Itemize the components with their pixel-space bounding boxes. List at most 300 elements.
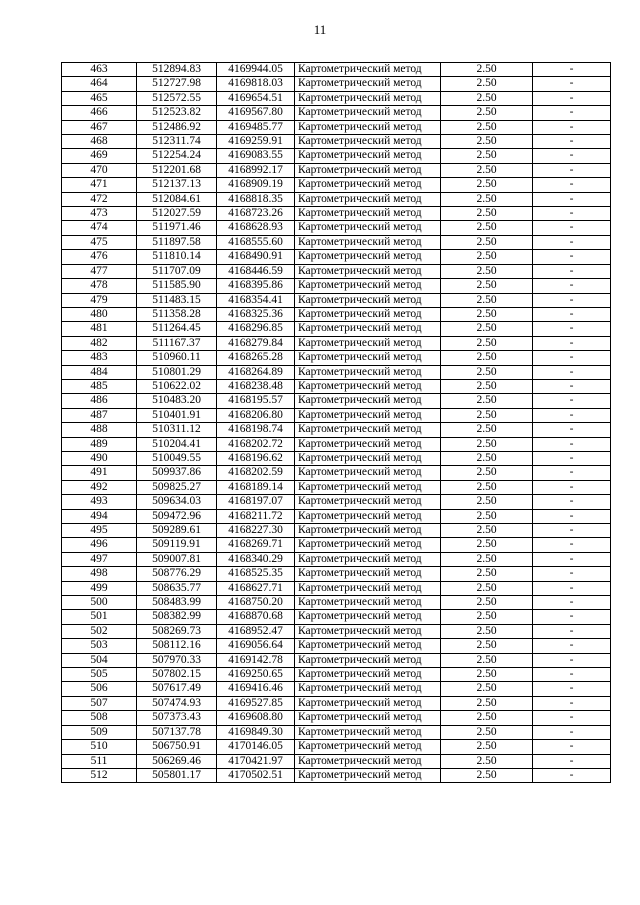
method-cell: Картометрический метод <box>295 768 441 782</box>
method-cell: Картометрический метод <box>295 480 441 494</box>
point-number-cell: 482 <box>62 336 137 350</box>
accuracy-cell: 2.50 <box>441 509 533 523</box>
y-coordinate-cell: 4168870.68 <box>217 610 295 624</box>
y-coordinate-cell: 4168818.35 <box>217 192 295 206</box>
y-coordinate-cell: 4169142.78 <box>217 653 295 667</box>
note-cell: - <box>533 466 611 480</box>
table-row <box>62 610 611 624</box>
accuracy-cell: 2.50 <box>441 451 533 465</box>
note-cell: - <box>533 740 611 754</box>
accuracy-cell: 2.50 <box>441 581 533 595</box>
point-number-cell: 467 <box>62 120 137 134</box>
table-row <box>62 250 611 264</box>
y-coordinate-cell: 4169654.51 <box>217 91 295 105</box>
method-cell: Картометрический метод <box>295 207 441 221</box>
table-row <box>62 221 611 235</box>
accuracy-cell: 2.50 <box>441 437 533 451</box>
table-row <box>62 509 611 523</box>
y-coordinate-cell: 4168992.17 <box>217 163 295 177</box>
accuracy-cell: 2.50 <box>441 495 533 509</box>
method-cell: Картометрический метод <box>295 451 441 465</box>
point-number-cell: 487 <box>62 408 137 422</box>
method-cell: Картометрический метод <box>295 466 441 480</box>
note-cell: - <box>533 293 611 307</box>
method-cell: Картометрический метод <box>295 567 441 581</box>
method-cell: Картометрический метод <box>295 394 441 408</box>
note-cell: - <box>533 279 611 293</box>
table-row <box>62 149 611 163</box>
x-coordinate-cell: 507474.93 <box>137 696 217 710</box>
point-number-cell: 497 <box>62 552 137 566</box>
table-row <box>62 120 611 134</box>
point-number-cell: 473 <box>62 207 137 221</box>
method-cell: Картометрический метод <box>295 178 441 192</box>
note-cell: - <box>533 495 611 509</box>
x-coordinate-cell: 506750.91 <box>137 740 217 754</box>
accuracy-cell: 2.50 <box>441 524 533 538</box>
method-cell: Картометрический метод <box>295 106 441 120</box>
y-coordinate-cell: 4168202.72 <box>217 437 295 451</box>
method-cell: Картометрический метод <box>295 437 441 451</box>
y-coordinate-cell: 4168198.74 <box>217 423 295 437</box>
y-coordinate-cell: 4169527.85 <box>217 696 295 710</box>
accuracy-cell: 2.50 <box>441 163 533 177</box>
y-coordinate-cell: 4169567.80 <box>217 106 295 120</box>
note-cell: - <box>533 437 611 451</box>
x-coordinate-cell: 511358.28 <box>137 307 217 321</box>
y-coordinate-cell: 4168354.41 <box>217 293 295 307</box>
note-cell: - <box>533 91 611 105</box>
y-coordinate-cell: 4168211.72 <box>217 509 295 523</box>
y-coordinate-cell: 4169849.30 <box>217 725 295 739</box>
point-number-cell: 464 <box>62 77 137 91</box>
table-row <box>62 740 611 754</box>
accuracy-cell: 2.50 <box>441 610 533 624</box>
note-cell: - <box>533 394 611 408</box>
note-cell: - <box>533 63 611 77</box>
table-row <box>62 351 611 365</box>
accuracy-cell: 2.50 <box>441 336 533 350</box>
y-coordinate-cell: 4169416.46 <box>217 682 295 696</box>
note-cell: - <box>533 696 611 710</box>
accuracy-cell: 2.50 <box>441 552 533 566</box>
x-coordinate-cell: 507373.43 <box>137 711 217 725</box>
x-coordinate-cell: 508635.77 <box>137 581 217 595</box>
point-number-cell: 501 <box>62 610 137 624</box>
point-number-cell: 474 <box>62 221 137 235</box>
y-coordinate-cell: 4170146.05 <box>217 740 295 754</box>
accuracy-cell: 2.50 <box>441 221 533 235</box>
method-cell: Картометрический метод <box>295 754 441 768</box>
note-cell: - <box>533 567 611 581</box>
point-number-cell: 468 <box>62 135 137 149</box>
x-coordinate-cell: 509634.03 <box>137 495 217 509</box>
x-coordinate-cell: 510801.29 <box>137 365 217 379</box>
method-cell: Картометрический метод <box>295 77 441 91</box>
point-number-cell: 503 <box>62 639 137 653</box>
method-cell: Картометрический метод <box>295 711 441 725</box>
x-coordinate-cell: 512894.83 <box>137 63 217 77</box>
table-row <box>62 423 611 437</box>
table-row <box>62 466 611 480</box>
note-cell: - <box>533 307 611 321</box>
table-row <box>62 394 611 408</box>
point-number-cell: 506 <box>62 682 137 696</box>
x-coordinate-cell: 512201.68 <box>137 163 217 177</box>
method-cell: Картометрический метод <box>295 149 441 163</box>
accuracy-cell: 2.50 <box>441 250 533 264</box>
x-coordinate-cell: 510483.20 <box>137 394 217 408</box>
method-cell: Картометрический метод <box>295 538 441 552</box>
accuracy-cell: 2.50 <box>441 740 533 754</box>
method-cell: Картометрический метод <box>295 696 441 710</box>
note-cell: - <box>533 610 611 624</box>
accuracy-cell: 2.50 <box>441 567 533 581</box>
note-cell: - <box>533 754 611 768</box>
x-coordinate-cell: 512311.74 <box>137 135 217 149</box>
table-row <box>62 63 611 77</box>
x-coordinate-cell: 508112.16 <box>137 639 217 653</box>
note-cell: - <box>533 711 611 725</box>
table-row <box>62 322 611 336</box>
accuracy-cell: 2.50 <box>441 480 533 494</box>
y-coordinate-cell: 4168325.36 <box>217 307 295 321</box>
accuracy-cell: 2.50 <box>441 682 533 696</box>
note-cell: - <box>533 524 611 538</box>
accuracy-cell: 2.50 <box>441 293 533 307</box>
method-cell: Картометрический метод <box>295 495 441 509</box>
point-number-cell: 469 <box>62 149 137 163</box>
x-coordinate-cell: 512572.55 <box>137 91 217 105</box>
table-row <box>62 552 611 566</box>
note-cell: - <box>533 106 611 120</box>
note-cell: - <box>533 581 611 595</box>
point-number-cell: 507 <box>62 696 137 710</box>
note-cell: - <box>533 192 611 206</box>
x-coordinate-cell: 511707.09 <box>137 264 217 278</box>
method-cell: Картометрический метод <box>295 653 441 667</box>
x-coordinate-cell: 508382.99 <box>137 610 217 624</box>
x-coordinate-cell: 511971.46 <box>137 221 217 235</box>
table-row <box>62 624 611 638</box>
x-coordinate-cell: 509472.96 <box>137 509 217 523</box>
y-coordinate-cell: 4168627.71 <box>217 581 295 595</box>
x-coordinate-cell: 509289.61 <box>137 524 217 538</box>
page-number: 11 <box>313 22 327 37</box>
note-cell: - <box>533 538 611 552</box>
note-cell: - <box>533 149 611 163</box>
table-row <box>62 596 611 610</box>
accuracy-cell: 2.50 <box>441 408 533 422</box>
table-row <box>62 106 611 120</box>
note-cell: - <box>533 423 611 437</box>
method-cell: Картометрический метод <box>295 624 441 638</box>
accuracy-cell: 2.50 <box>441 596 533 610</box>
x-coordinate-cell: 511483.15 <box>137 293 217 307</box>
table-row <box>62 379 611 393</box>
point-number-cell: 509 <box>62 725 137 739</box>
table-row <box>62 581 611 595</box>
point-number-cell: 483 <box>62 351 137 365</box>
method-cell: Картометрический метод <box>295 336 441 350</box>
y-coordinate-cell: 4168279.84 <box>217 336 295 350</box>
x-coordinate-cell: 508776.29 <box>137 567 217 581</box>
method-cell: Картометрический метод <box>295 423 441 437</box>
accuracy-cell: 2.50 <box>441 466 533 480</box>
accuracy-cell: 2.50 <box>441 696 533 710</box>
point-number-cell: 504 <box>62 653 137 667</box>
method-cell: Картометрический метод <box>295 264 441 278</box>
method-cell: Картометрический метод <box>295 408 441 422</box>
accuracy-cell: 2.50 <box>441 711 533 725</box>
y-coordinate-cell: 4168490.91 <box>217 250 295 264</box>
x-coordinate-cell: 509119.91 <box>137 538 217 552</box>
point-number-cell: 472 <box>62 192 137 206</box>
coordinates-table-body <box>62 63 611 783</box>
y-coordinate-cell: 4168189.14 <box>217 480 295 494</box>
y-coordinate-cell: 4168264.89 <box>217 365 295 379</box>
note-cell: - <box>533 207 611 221</box>
x-coordinate-cell: 511585.90 <box>137 279 217 293</box>
note-cell: - <box>533 351 611 365</box>
y-coordinate-cell: 4168909.19 <box>217 178 295 192</box>
note-cell: - <box>533 178 611 192</box>
method-cell: Картометрический метод <box>295 596 441 610</box>
table-row <box>62 567 611 581</box>
method-cell: Картометрический метод <box>295 307 441 321</box>
method-cell: Картометрический метод <box>295 509 441 523</box>
x-coordinate-cell: 510622.02 <box>137 379 217 393</box>
note-cell: - <box>533 639 611 653</box>
note-cell: - <box>533 379 611 393</box>
table-row <box>62 207 611 221</box>
note-cell: - <box>533 668 611 682</box>
y-coordinate-cell: 4168750.20 <box>217 596 295 610</box>
point-number-cell: 485 <box>62 379 137 393</box>
accuracy-cell: 2.50 <box>441 178 533 192</box>
method-cell: Картометрический метод <box>295 740 441 754</box>
method-cell: Картометрический метод <box>295 120 441 134</box>
table-row <box>62 235 611 249</box>
x-coordinate-cell: 510401.91 <box>137 408 217 422</box>
table-row <box>62 754 611 768</box>
note-cell: - <box>533 250 611 264</box>
x-coordinate-cell: 512486.92 <box>137 120 217 134</box>
note-cell: - <box>533 682 611 696</box>
table-row <box>62 668 611 682</box>
note-cell: - <box>533 163 611 177</box>
accuracy-cell: 2.50 <box>441 235 533 249</box>
point-number-cell: 492 <box>62 480 137 494</box>
method-cell: Картометрический метод <box>295 379 441 393</box>
y-coordinate-cell: 4168555.60 <box>217 235 295 249</box>
x-coordinate-cell: 506269.46 <box>137 754 217 768</box>
point-number-cell: 480 <box>62 307 137 321</box>
note-cell: - <box>533 365 611 379</box>
table-row <box>62 653 611 667</box>
x-coordinate-cell: 512084.61 <box>137 192 217 206</box>
table-row <box>62 178 611 192</box>
method-cell: Картометрический метод <box>295 221 441 235</box>
y-coordinate-cell: 4168202.59 <box>217 466 295 480</box>
y-coordinate-cell: 4168238.48 <box>217 379 295 393</box>
method-cell: Картометрический метод <box>295 365 441 379</box>
method-cell: Картометрический метод <box>295 235 441 249</box>
point-number-cell: 495 <box>62 524 137 538</box>
y-coordinate-cell: 4168340.29 <box>217 552 295 566</box>
y-coordinate-cell: 4168197.07 <box>217 495 295 509</box>
point-number-cell: 471 <box>62 178 137 192</box>
table-row <box>62 192 611 206</box>
y-coordinate-cell: 4168206.80 <box>217 408 295 422</box>
accuracy-cell: 2.50 <box>441 120 533 134</box>
table-row <box>62 696 611 710</box>
point-number-cell: 496 <box>62 538 137 552</box>
note-cell: - <box>533 264 611 278</box>
note-cell: - <box>533 725 611 739</box>
y-coordinate-cell: 4170421.97 <box>217 754 295 768</box>
method-cell: Картометрический метод <box>295 293 441 307</box>
note-cell: - <box>533 221 611 235</box>
accuracy-cell: 2.50 <box>441 322 533 336</box>
x-coordinate-cell: 510311.12 <box>137 423 217 437</box>
y-coordinate-cell: 4169608.80 <box>217 711 295 725</box>
accuracy-cell: 2.50 <box>441 279 533 293</box>
note-cell: - <box>533 509 611 523</box>
method-cell: Картометрический метод <box>295 351 441 365</box>
method-cell: Картометрический метод <box>295 524 441 538</box>
point-number-cell: 494 <box>62 509 137 523</box>
coordinates-table <box>61 62 611 783</box>
method-cell: Картометрический метод <box>295 322 441 336</box>
method-cell: Картометрический метод <box>295 279 441 293</box>
table-row <box>62 524 611 538</box>
x-coordinate-cell: 509007.81 <box>137 552 217 566</box>
note-cell: - <box>533 322 611 336</box>
accuracy-cell: 2.50 <box>441 423 533 437</box>
y-coordinate-cell: 4170502.51 <box>217 768 295 782</box>
y-coordinate-cell: 4168723.26 <box>217 207 295 221</box>
table-row <box>62 639 611 653</box>
point-number-cell: 491 <box>62 466 137 480</box>
method-cell: Картометрический метод <box>295 91 441 105</box>
table-row <box>62 725 611 739</box>
accuracy-cell: 2.50 <box>441 307 533 321</box>
point-number-cell: 499 <box>62 581 137 595</box>
accuracy-cell: 2.50 <box>441 106 533 120</box>
method-cell: Картометрический метод <box>295 725 441 739</box>
point-number-cell: 481 <box>62 322 137 336</box>
y-coordinate-cell: 4168395.86 <box>217 279 295 293</box>
method-cell: Картометрический метод <box>295 639 441 653</box>
note-cell: - <box>533 120 611 134</box>
point-number-cell: 498 <box>62 567 137 581</box>
note-cell: - <box>533 408 611 422</box>
table-row <box>62 293 611 307</box>
x-coordinate-cell: 510049.55 <box>137 451 217 465</box>
y-coordinate-cell: 4168269.71 <box>217 538 295 552</box>
x-coordinate-cell: 512727.98 <box>137 77 217 91</box>
note-cell: - <box>533 653 611 667</box>
x-coordinate-cell: 507137.78 <box>137 725 217 739</box>
point-number-cell: 475 <box>62 235 137 249</box>
table-row <box>62 279 611 293</box>
accuracy-cell: 2.50 <box>441 264 533 278</box>
table-row <box>62 538 611 552</box>
y-coordinate-cell: 4168227.30 <box>217 524 295 538</box>
x-coordinate-cell: 511167.37 <box>137 336 217 350</box>
table-row <box>62 480 611 494</box>
accuracy-cell: 2.50 <box>441 653 533 667</box>
accuracy-cell: 2.50 <box>441 639 533 653</box>
note-cell: - <box>533 235 611 249</box>
note-cell: - <box>533 552 611 566</box>
accuracy-cell: 2.50 <box>441 624 533 638</box>
x-coordinate-cell: 511897.58 <box>137 235 217 249</box>
method-cell: Картометрический метод <box>295 135 441 149</box>
method-cell: Картометрический метод <box>295 192 441 206</box>
table-row <box>62 307 611 321</box>
point-number-cell: 493 <box>62 495 137 509</box>
x-coordinate-cell: 509825.27 <box>137 480 217 494</box>
accuracy-cell: 2.50 <box>441 91 533 105</box>
accuracy-cell: 2.50 <box>441 351 533 365</box>
method-cell: Картометрический метод <box>295 552 441 566</box>
method-cell: Картометрический метод <box>295 610 441 624</box>
table-row <box>62 264 611 278</box>
point-number-cell: 479 <box>62 293 137 307</box>
note-cell: - <box>533 451 611 465</box>
table-row <box>62 495 611 509</box>
point-number-cell: 478 <box>62 279 137 293</box>
point-number-cell: 477 <box>62 264 137 278</box>
note-cell: - <box>533 77 611 91</box>
point-number-cell: 488 <box>62 423 137 437</box>
accuracy-cell: 2.50 <box>441 379 533 393</box>
accuracy-cell: 2.50 <box>441 768 533 782</box>
point-number-cell: 511 <box>62 754 137 768</box>
note-cell: - <box>533 480 611 494</box>
accuracy-cell: 2.50 <box>441 365 533 379</box>
y-coordinate-cell: 4169056.64 <box>217 639 295 653</box>
y-coordinate-cell: 4168296.85 <box>217 322 295 336</box>
x-coordinate-cell: 511264.45 <box>137 322 217 336</box>
y-coordinate-cell: 4169944.05 <box>217 63 295 77</box>
y-coordinate-cell: 4169485.77 <box>217 120 295 134</box>
accuracy-cell: 2.50 <box>441 394 533 408</box>
point-number-cell: 510 <box>62 740 137 754</box>
note-cell: - <box>533 624 611 638</box>
y-coordinate-cell: 4169818.03 <box>217 77 295 91</box>
x-coordinate-cell: 507802.15 <box>137 668 217 682</box>
point-number-cell: 484 <box>62 365 137 379</box>
table-row <box>62 77 611 91</box>
accuracy-cell: 2.50 <box>441 135 533 149</box>
accuracy-cell: 2.50 <box>441 538 533 552</box>
x-coordinate-cell: 507970.33 <box>137 653 217 667</box>
x-coordinate-cell: 510204.41 <box>137 437 217 451</box>
x-coordinate-cell: 505801.17 <box>137 768 217 782</box>
accuracy-cell: 2.50 <box>441 754 533 768</box>
note-cell: - <box>533 135 611 149</box>
point-number-cell: 465 <box>62 91 137 105</box>
table-row <box>62 163 611 177</box>
point-number-cell: 476 <box>62 250 137 264</box>
accuracy-cell: 2.50 <box>441 192 533 206</box>
method-cell: Картометрический метод <box>295 163 441 177</box>
y-coordinate-cell: 4168952.47 <box>217 624 295 638</box>
y-coordinate-cell: 4168525.35 <box>217 567 295 581</box>
